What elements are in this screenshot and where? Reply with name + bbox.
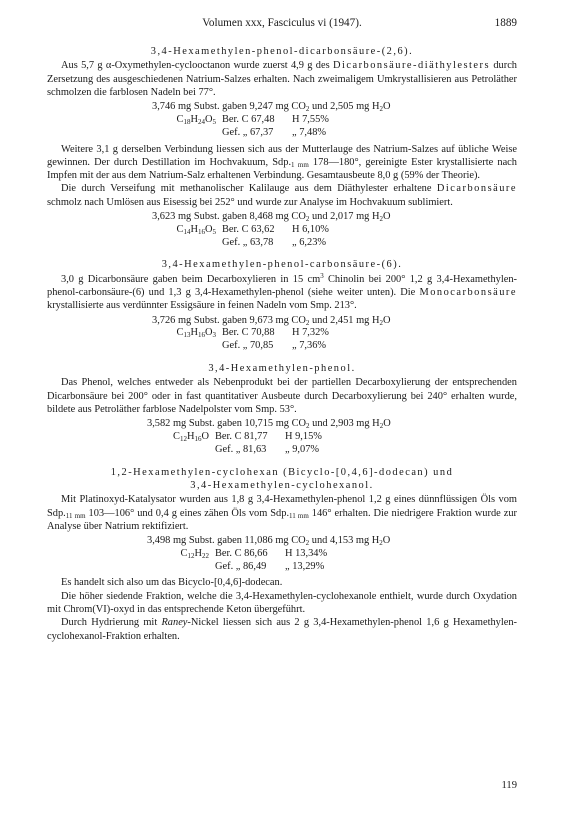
- calculated-hydrogen: H 9,15%: [285, 431, 322, 443]
- molecular-formula: $C_{18}H_{24}O_5$: [176, 113, 216, 126]
- calculated-carbon: Ber. C 63,62: [222, 223, 275, 235]
- paragraph: Weitere 3,1 g derselben Verbindung liessen sich aus der Mutterlauge des Natrium-Salzes auf übliche Weise gewinnen. Der durch Destillation im Hochvakuum, $Sdp._{1 mm}$ 178—180°, gereinigte Ester krystallisierte nach Impfen mit der aus dem Natrium-Salz erhaltenen Verbindung. Gesamtausbeute 8,0 g (59% der Theorie).: [47, 143, 517, 182]
- analysis-measurement: 3,726 mg Subst. gaben 9,673 mg $CO_2$ und 2,451 mg $H_2O$: [152, 314, 391, 327]
- paragraph: Es handelt sich also um das Bicyclo-[0,4,6]-dodecan.: [61, 577, 283, 589]
- journal-page: [47, 0, 517, 840]
- analysis-measurement: 3,498 mg Subst. gaben 11,086 mg $CO_2$ und 4,153 mg $H_2O$: [147, 535, 391, 548]
- molecular-formula: $C_{14}H_{16}O_5$: [176, 223, 216, 236]
- calculated-carbon: Ber. C 86,66: [215, 547, 268, 559]
- found-carbon: Gef. „ 70,85: [222, 340, 274, 352]
- found-hydrogen: „ 7,48%: [292, 126, 327, 138]
- calculated-hydrogen: H 7,32%: [292, 327, 329, 339]
- molecular-formula: $C_{13}H_{16}O_3$: [176, 327, 216, 340]
- calculated-hydrogen: H 13,34%: [285, 547, 328, 559]
- analysis-measurement: 3,582 mg Subst. gaben 10,715 mg $CO_2$ und 2,903 mg $H_2O$: [147, 418, 391, 431]
- found-hydrogen: „ 9,07%: [285, 443, 320, 455]
- section-subtitle: 3,4-Hexamethylen-cyclohexanol.: [190, 479, 374, 491]
- elemental-analysis: [47, 315, 517, 353]
- elemental-analysis: [47, 211, 517, 249]
- section-title: 3,4-Hexamethylen-phenol.: [208, 363, 356, 375]
- found-hydrogen: „ 13,29%: [285, 560, 325, 572]
- paragraph: 3,0 g Dicarbonsäure gaben beim Decarboxylieren in 15 $cm^3$ Chinolin bei 200° 1,2 g 3,4-Hexamethylen-phenol-carbonsäure-(6) und 1,3 g 3,4-Hexamethylen-phenol (siehe weiter unten). Die Monocarbonsäure krystallisierte aus verdünnter Essigsäure in feinen Nadeln vom Smp. 213°.: [47, 271, 517, 312]
- molecular-formula: $C_{12}H_{22}$: [180, 547, 209, 560]
- paragraph: Die durch Verseifung mit methanolischer Kalilauge aus dem Diäthylester erhaltene Dicarbonsäure schmolz nach Umlösen aus Eisessig bei 252° und wurde zur Analyse im Hochvakuum sublimiert.: [47, 183, 517, 208]
- paragraph: Das Phenol, welches entweder als Nebenprodukt bei der partiellen Decarboxylierung der entsprechenden Dicarbonsäure bei 200° oder in fast quantitativer Ausbeute durch Decarboxylierung bei 240° erhalten wurde, bildete aus Petroläther farblose Nadelpolster vom Smp. 53°.: [47, 377, 517, 415]
- found-carbon: Gef. „ 63,78: [222, 236, 274, 248]
- paragraph: Die höher siedende Fraktion, welche die 3,4-Hexamethylen-cyclohexanole enthielt, wurde durch Oxydation mit Chrom(VI)-oxyd in das entsprechende Keton übergeführt.: [47, 590, 517, 616]
- found-carbon: Gef. „ 81,63: [215, 443, 267, 455]
- analysis-measurement: 3,623 mg Subst. gaben 8,468 mg $CO_2$ und 2,017 mg $H_2O$: [152, 211, 391, 224]
- paragraph: Durch Hydrierung mit Raney-Nickel liessen sich aus 2 g 3,4-Hexamethylen-phenol 1,6 g Hexamethylen-cyclohexanol-Fraktion erhalten.: [47, 617, 518, 642]
- paragraph: Mit Platinoxyd-Katalysator wurden aus 1,8 g 3,4-Hexamethylen-phenol 1,2 g eines dünnflüssigen Öls vom $Sdp._{11 mm}$ 103—106° und 0,4 g eines zähen Öls vom $Sdp._{11 mm}$ 146° erhalten. Die niedrigere Fraktion wurde zur Analyse über Natrium rektifiziert.: [47, 494, 517, 532]
- article-body: [47, 45, 517, 643]
- section-title: 1,2-Hexamethylen-cyclohexan (Bicyclo-[0,4,6]-dodecan) und: [110, 466, 454, 478]
- running-title: Volumen xxx, Fasciculus vi (1947).: [202, 17, 362, 29]
- signature-mark: 119: [501, 780, 517, 791]
- elemental-analysis: [47, 418, 517, 456]
- analysis-measurement: 3,746 mg Subst. gaben 9,247 mg $CO_2$ und 2,505 mg $H_2O$: [152, 101, 391, 114]
- elemental-analysis: [47, 101, 517, 139]
- section-title: 3,4-Hexamethylen-phenol-dicarbonsäure-(2,6).: [150, 46, 414, 57]
- page-number: 1889: [494, 17, 517, 29]
- calculated-hydrogen: H 7,55%: [292, 113, 329, 125]
- molecular-formula: $C_{12}H_{16}O$: [173, 431, 209, 444]
- calculated-hydrogen: H 6,10%: [292, 223, 329, 235]
- calculated-carbon: Ber. C 70,88: [222, 327, 275, 339]
- section-title: 3,4-Hexamethylen-phenol-carbonsäure-(6).: [161, 259, 403, 271]
- found-hydrogen: „ 6,23%: [292, 236, 327, 248]
- elemental-analysis: [47, 535, 517, 573]
- calculated-carbon: Ber. C 81,77: [215, 431, 268, 443]
- found-hydrogen: „ 7,36%: [292, 340, 327, 352]
- paragraph: Aus 5,7 g α-Oxymethylen-cyclooctanon wurde zuerst 4,9 g des Dicarbonsäure-diäthylesters durch Zersetzung des ausgeschiedenen Natrium-Salzes erhalten. Nach zweimaligem Umkrystallisieren aus Petroläther schmolzen die farblosen Nadeln bei 77°.: [47, 60, 517, 98]
- calculated-carbon: Ber. C 67,48: [222, 113, 275, 125]
- found-carbon: Gef. „ 67,37: [222, 126, 274, 138]
- found-carbon: Gef. „ 86,49: [215, 560, 267, 572]
